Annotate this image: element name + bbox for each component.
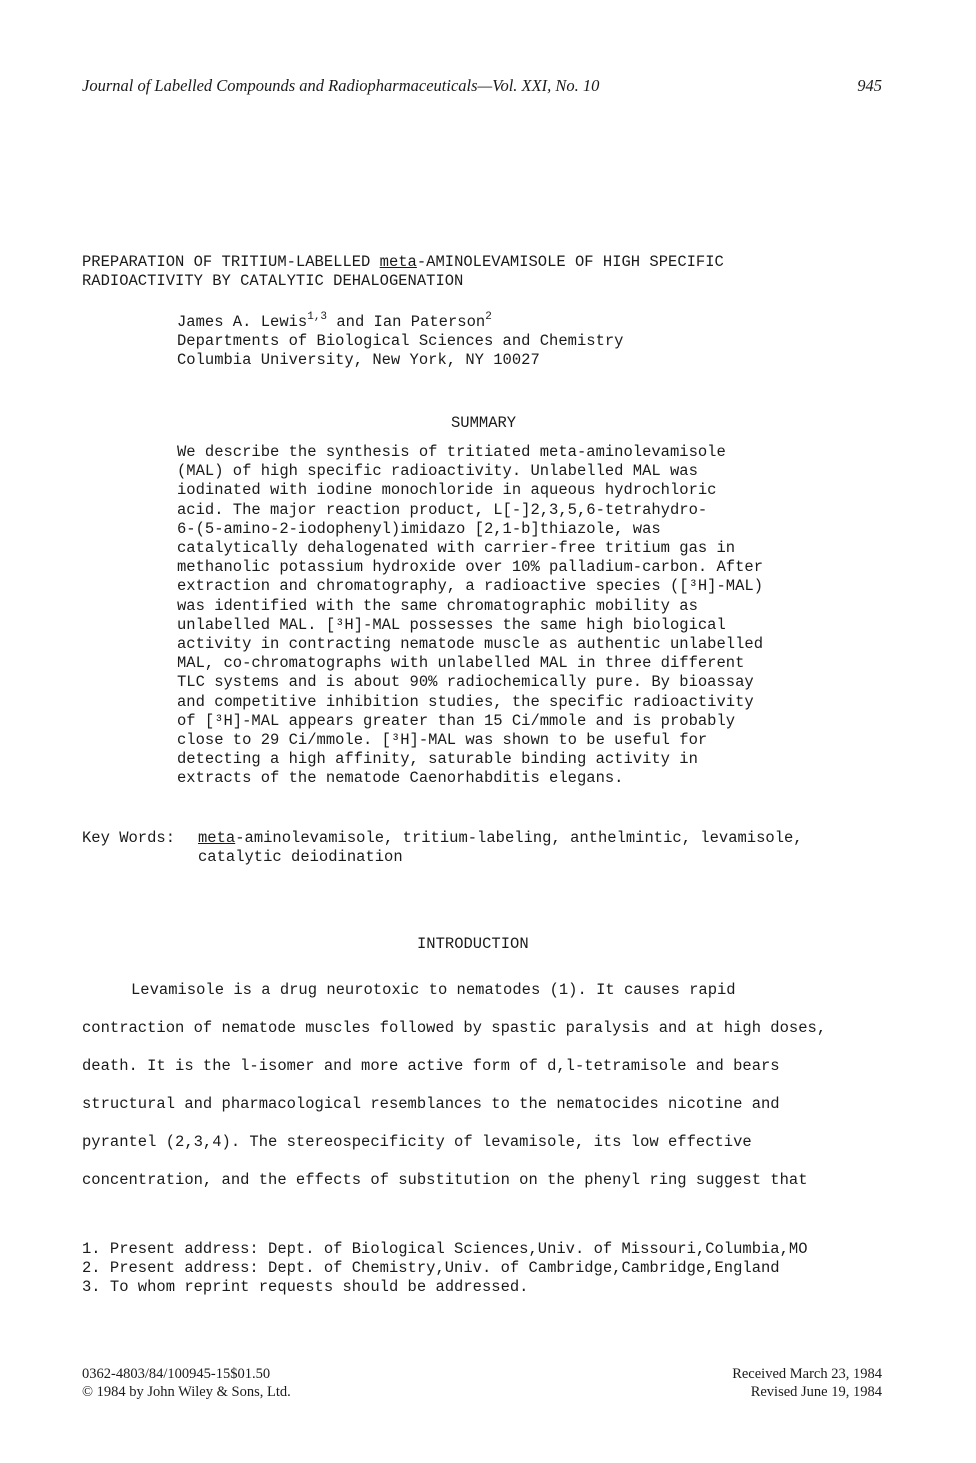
intro-line: contraction of nematode muscles followed by spastic paralysis and at high doses, bbox=[82, 1019, 827, 1037]
intro-line: structural and pharmacological resemblances to the nematocides nicotine and bbox=[82, 1095, 780, 1113]
keywords-list bbox=[198, 829, 803, 867]
article-code: 0362-4803/84/100945-15$01.50 bbox=[82, 1366, 271, 1382]
summary-line: (MAL) of high specific radioactivity. Unlabelled MAL was bbox=[177, 462, 698, 481]
footnote-3: 3. To whom reprint requests should be addressed. bbox=[82, 1278, 529, 1296]
footer-publication-info bbox=[82, 1365, 291, 1401]
summary-line: extracts of the nematode Caenorhabditis elegans. bbox=[177, 769, 624, 788]
page-number: 945 bbox=[857, 76, 882, 95]
summary-line: 6-(5-amino-2-iodophenyl)imidazo [2,1-b]thiazole, was bbox=[177, 519, 661, 538]
intro-line: Levamisole is a drug neurotoxic to nematodes (1). It causes rapid bbox=[131, 981, 736, 999]
summary-line: close to 29 Ci/mmole. [³H]-MAL was shown to be useful for bbox=[177, 731, 708, 750]
keywords-rest: -aminolevamisole, tritium-labeling, anthelmintic, levamisole, bbox=[235, 829, 803, 847]
title-meta-word: meta bbox=[379, 253, 417, 271]
summary-line: of [³H]-MAL appears greater than 15 Ci/mmole and is probably bbox=[177, 711, 736, 730]
footnotes bbox=[82, 1240, 808, 1297]
author-block bbox=[177, 313, 623, 370]
keywords-label: Key Words: bbox=[82, 829, 176, 847]
author-line bbox=[177, 313, 623, 332]
author-2-affiliation-mark: 2 bbox=[485, 311, 492, 323]
summary-line: was identified with the same chromatographic mobility as bbox=[177, 596, 698, 615]
author-1: James A. Lewis bbox=[177, 313, 308, 331]
author-2: and Ian Paterson bbox=[327, 313, 486, 331]
running-head-journal: Journal of Labelled Compounds and Radiopharmaceuticals—Vol. XXI, No. 10 bbox=[82, 76, 600, 95]
footer-dates bbox=[732, 1365, 882, 1401]
summary-line: acid. The major reaction product, L[-]2,3,5,6-tetrahydro- bbox=[177, 500, 708, 519]
intro-line: pyrantel (2,3,4). The stereospecificity of levamisole, its low effective bbox=[82, 1133, 752, 1151]
title-suffix: -AMINOLEVAMISOLE OF HIGH SPECIFIC bbox=[416, 253, 724, 271]
keywords-line-1 bbox=[198, 829, 803, 848]
keywords-line-2: catalytic deiodination bbox=[198, 848, 403, 866]
author-1-affiliation-mark: 1,3 bbox=[307, 311, 328, 323]
summary-line: MAL, co-chromatographs with unlabelled MAL in three different bbox=[177, 654, 745, 673]
intro-line: concentration, and the effects of substitution on the phenyl ring suggest that bbox=[82, 1171, 808, 1189]
footnote-1: 1. Present address: Dept. of Biological Sciences,Univ. of Missouri,Columbia,MO bbox=[82, 1240, 808, 1258]
keyword-meta-word: meta bbox=[198, 829, 236, 847]
summary-line: We describe the synthesis of tritiated meta-aminolevamisole bbox=[177, 443, 726, 461]
title-line-1 bbox=[82, 253, 724, 272]
summary-line: and competitive inhibition studies, the specific radioactivity bbox=[177, 692, 754, 711]
summary-line: methanolic potassium hydroxide over 10% palladium-carbon. After bbox=[177, 558, 763, 577]
title-prefix: PREPARATION OF TRITIUM-LABELLED bbox=[82, 253, 380, 271]
summary-line: iodinated with iodine monochloride in aqueous hydrochloric bbox=[177, 481, 717, 500]
article-title bbox=[82, 253, 724, 291]
introduction-heading: INTRODUCTION bbox=[417, 935, 529, 953]
summary-line: detecting a high affinity, saturable binding activity in bbox=[177, 750, 698, 769]
title-line-2: RADIOACTIVITY BY CATALYTIC DEHALOGENATION bbox=[82, 272, 464, 290]
summary-line: activity in contracting nematode muscle as authentic unlabelled bbox=[177, 635, 763, 654]
summary-line: TLC systems and is about 90% radiochemically pure. By bioassay bbox=[177, 673, 754, 692]
received-date: Received March 23, 1984 bbox=[732, 1366, 882, 1382]
summary-heading: SUMMARY bbox=[451, 414, 517, 432]
summary-line: unlabelled MAL. [³H]-MAL possesses the same high biological bbox=[177, 615, 726, 634]
footnote-2: 2. Present address: Dept. of Chemistry,Univ. of Cambridge,Cambridge,England bbox=[82, 1259, 780, 1277]
introduction-body bbox=[82, 971, 826, 1199]
affiliation-university: Columbia University, New York, NY 10027 bbox=[177, 351, 540, 369]
copyright-notice: © 1984 by John Wiley & Sons, Ltd. bbox=[82, 1384, 291, 1400]
intro-line: death. It is the l-isomer and more active form of d,l-tetramisole and bears bbox=[82, 1057, 780, 1075]
summary-line: catalytically dehalogenated with carrier-free tritium gas in bbox=[177, 539, 736, 558]
revised-date: Revised June 19, 1984 bbox=[750, 1384, 882, 1400]
summary-abstract bbox=[177, 443, 763, 789]
affiliation-department: Departments of Biological Sciences and Chemistry bbox=[177, 332, 624, 350]
summary-line: extraction and chromatography, a radioactive species ([³H]-MAL) bbox=[177, 577, 763, 596]
